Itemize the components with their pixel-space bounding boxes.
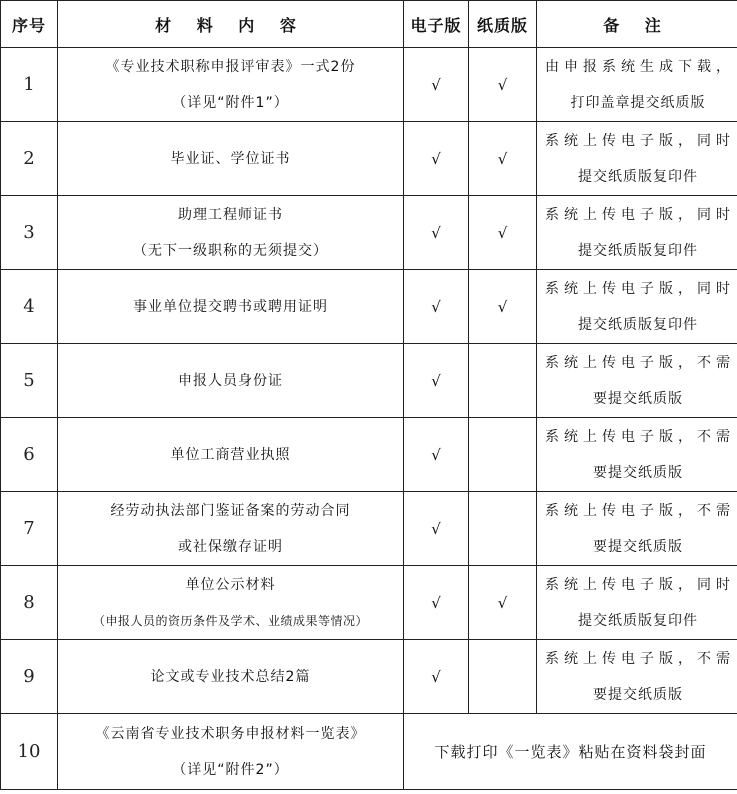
row-content	[58, 122, 404, 196]
header-seq: 序号	[1, 1, 58, 48]
row-number: 3	[1, 196, 58, 270]
table-row	[1, 714, 737, 790]
row-content	[58, 196, 404, 270]
row-number: 8	[1, 566, 58, 640]
table-row	[1, 270, 737, 344]
row-note	[537, 344, 737, 418]
table-row	[1, 566, 737, 640]
table-row	[1, 48, 737, 122]
row-content	[58, 418, 404, 492]
content-line2: 或社保缴存证明	[178, 538, 283, 555]
header-content: 材 料 内 容	[58, 1, 404, 48]
note-line2: 要提交纸质版	[593, 686, 683, 703]
row-number: 5	[1, 344, 58, 418]
electronic-check: √	[404, 344, 469, 418]
note-line1: 系统上传电子版，同时	[545, 280, 731, 297]
table-row	[1, 196, 737, 270]
electronic-check: √	[404, 122, 469, 196]
paper-check: √	[469, 196, 537, 270]
note-line1: 系统上传电子版，同时	[545, 132, 731, 149]
note-line1: 由申报系统生成下载，	[545, 58, 731, 75]
content-line1: 单位公示材料	[185, 576, 276, 593]
electronic-check: √	[404, 566, 469, 640]
row-number: 2	[1, 122, 58, 196]
row-number: 9	[1, 640, 58, 714]
content-line2: （详见“附件2”）	[172, 761, 289, 778]
electronic-check: √	[404, 640, 469, 714]
note-line1: 系统上传电子版，不需	[545, 502, 731, 519]
paper-check: √	[469, 122, 537, 196]
header-note: 备 注	[537, 1, 737, 48]
row-content	[58, 48, 404, 122]
row-note	[537, 566, 737, 640]
header-electronic: 电子版	[404, 1, 469, 48]
row-number: 4	[1, 270, 58, 344]
paper-check: √	[469, 48, 537, 122]
paper-check: √	[469, 566, 537, 640]
content-line1: 申报人员身份证	[178, 372, 283, 389]
row-content	[58, 492, 404, 566]
note-line2: 打印盖章提交纸质版	[570, 94, 706, 111]
content-line1: 经劳动执法部门鉴证备案的劳动合同	[110, 502, 351, 519]
content-line2: （无下一级职称的无须提交）	[133, 242, 328, 259]
content-line1: 事业单位提交聘书或聘用证明	[133, 298, 328, 315]
content-line2: （申报人员的资历条件及学术、业绩成果等情况）	[92, 613, 368, 628]
row-content	[58, 270, 404, 344]
paper-check	[469, 492, 537, 566]
row-content	[58, 640, 404, 714]
header-row	[1, 1, 737, 48]
header-paper: 纸质版	[469, 1, 537, 48]
note-line1: 系统上传电子版，同时	[545, 576, 731, 593]
note-line2: 要提交纸质版	[593, 390, 683, 407]
table-row	[1, 640, 737, 714]
note-line2: 要提交纸质版	[593, 538, 683, 555]
row-content	[58, 344, 404, 418]
note-line2: 要提交纸质版	[593, 464, 683, 481]
electronic-check: √	[404, 196, 469, 270]
row-number: 7	[1, 492, 58, 566]
content-line2: （详见“附件1”）	[172, 94, 289, 111]
electronic-check: √	[404, 270, 469, 344]
paper-check: √	[469, 270, 537, 344]
table-row	[1, 122, 737, 196]
note-line1: 系统上传电子版，不需	[545, 428, 731, 445]
note-line1: 系统上传电子版，同时	[545, 206, 731, 223]
note-line2: 提交纸质版复印件	[578, 612, 698, 629]
content-line1: 毕业证、学位证书	[170, 150, 291, 167]
row-number: 1	[1, 48, 58, 122]
row-content	[58, 566, 404, 640]
content-line1: 《云南省专业技术职务申报材料一览表》	[95, 725, 366, 742]
content-line1: 单位工商营业执照	[170, 446, 291, 463]
content-line1: 论文或专业技术总结2篇	[150, 668, 311, 685]
row-number: 6	[1, 418, 58, 492]
row-note	[537, 48, 737, 122]
note-line1: 系统上传电子版，不需	[545, 354, 731, 371]
note-line2: 提交纸质版复印件	[578, 242, 698, 259]
paper-check	[469, 640, 537, 714]
note-line2: 提交纸质版复印件	[578, 168, 698, 185]
row-note	[537, 492, 737, 566]
electronic-check: √	[404, 492, 469, 566]
row-note	[537, 270, 737, 344]
merged-note: 下载打印《一览表》粘贴在资料袋封面	[404, 714, 737, 790]
note-line1: 系统上传电子版，不需	[545, 650, 731, 667]
electronic-check: √	[404, 418, 469, 492]
paper-check	[469, 344, 537, 418]
content-line1: 助理工程师证书	[178, 206, 283, 223]
row-note	[537, 196, 737, 270]
electronic-check: √	[404, 48, 469, 122]
row-note	[537, 418, 737, 492]
table-row	[1, 344, 737, 418]
row-number: 10	[1, 714, 58, 790]
row-note	[537, 122, 737, 196]
row-note	[537, 640, 737, 714]
paper-check	[469, 418, 537, 492]
table-row	[1, 418, 737, 492]
note-line2: 提交纸质版复印件	[578, 316, 698, 333]
row-content	[58, 714, 404, 790]
content-line1: 《专业技术职称申报评审表》一式2份	[105, 58, 356, 75]
table-row	[1, 492, 737, 566]
